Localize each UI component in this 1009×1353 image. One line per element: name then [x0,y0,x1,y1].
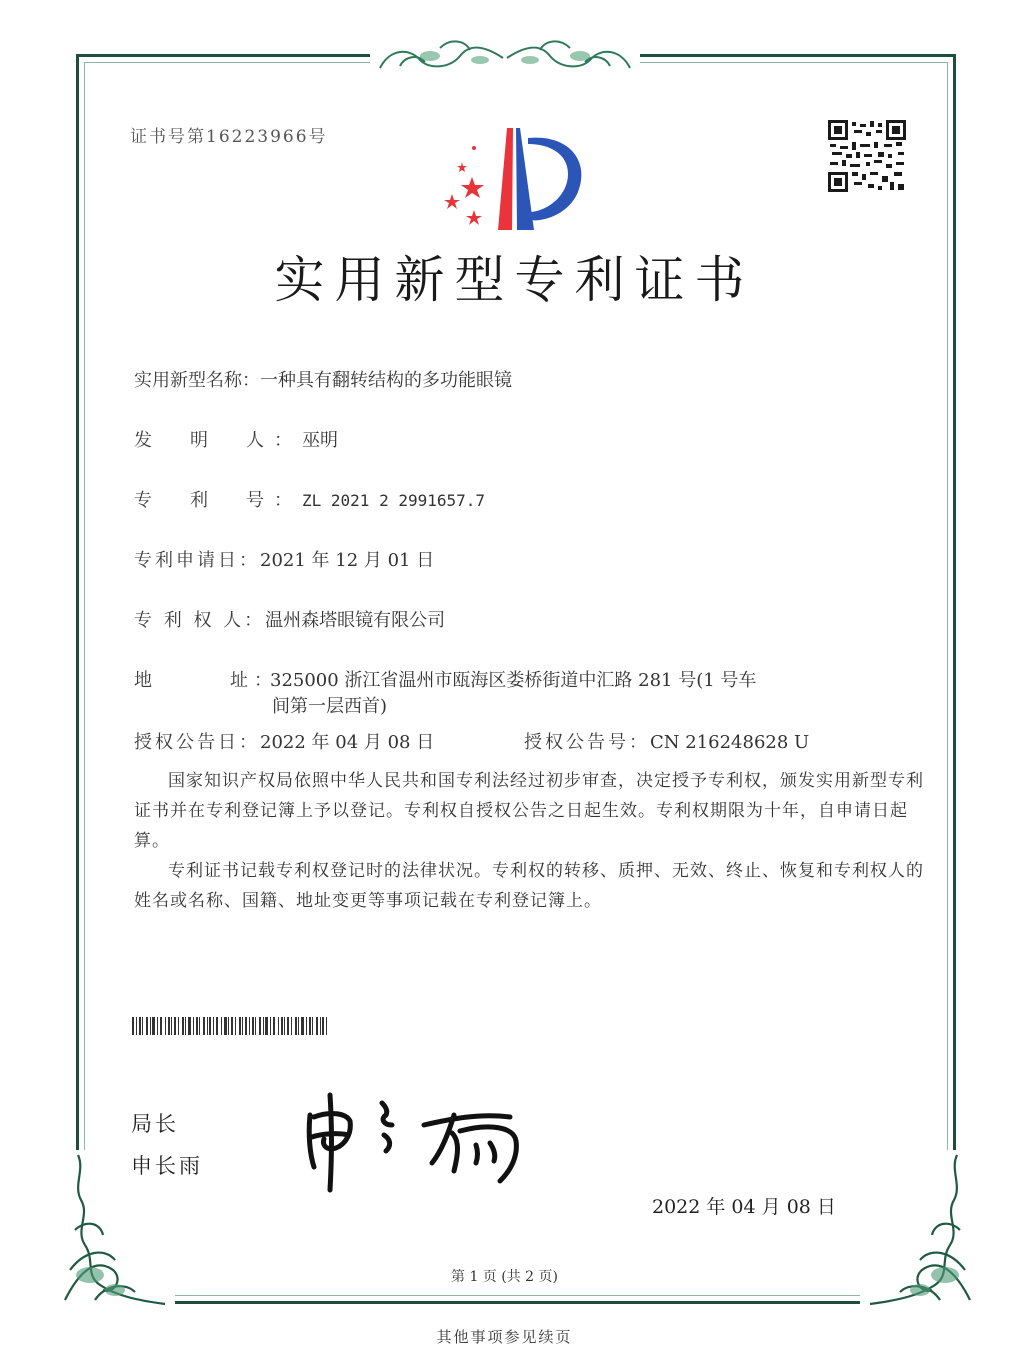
field-value: 温州森塔眼镜有限公司 [265,610,446,631]
continuation-note: 其他事项参见续页 [436,1328,573,1346]
field-label: 发 明 人： [134,430,302,451]
field-grant-number [524,728,809,754]
field-label: 授权公告号： [524,732,650,753]
field-value: 2021 年 12 月 01 日 [260,550,435,571]
field-value: CN 216248628 U [650,732,810,753]
field-label: 地 址： [134,670,278,691]
certificate-title: 实用新型专利证书 [274,251,755,309]
field-label: 专利申请日： [134,550,260,571]
field-label: 专 利 号： [134,490,302,511]
issue-date: 2022 年 04 月 08 日 [652,1196,836,1218]
field-value: 一种具有翻转结构的多功能眼镜 [260,370,512,391]
field-value-line1: 325000 浙江省温州市瓯海区娄桥街道中汇路 281 号(1 号车 [270,670,757,691]
bottom-right-ornament-icon [860,1150,980,1320]
qr-code-icon [828,120,906,192]
field-inventor [134,426,338,452]
field-address [134,666,756,692]
top-ornament-icon [370,28,640,78]
cnipa-logo-icon [440,122,590,232]
page-indicator: 第 1 页 (共 2 页) [451,1269,558,1285]
signatory-title: 局长 [131,1112,179,1136]
field-grant-date [134,728,434,754]
field-patentee [134,606,445,632]
field-value: 巫明 [302,430,338,451]
signatory-name: 申长雨 [131,1154,203,1178]
barcode-icon [132,1017,402,1035]
field-utility-model-name [134,366,512,392]
signature-icon [300,1085,540,1195]
field-label: 实用新型名称： [134,370,260,391]
field-value: 2022 年 04 月 08 日 [260,732,435,753]
field-address-line2: 间第一层西首) [272,696,388,717]
legal-paragraph-2: 专利证书记载专利权登记时的法律状况。专利权的转移、质押、无效、终止、恢复和专利权人的姓名或名称、国籍、地址变更等事项记载在专利登记簿上。 [134,861,924,911]
field-label: 授权公告日： [134,732,260,753]
field-filing-date [134,546,434,572]
legal-paragraph-1: 国家知识产权局依照中华人民共和国专利法经过初步审查，决定授予专利权，颁发实用新型专利证书并在专利登记簿上予以登记。专利权自授权公告之日起生效。专利权期限为十年，自申请日起算。 [134,771,924,851]
field-patent-number [134,486,485,512]
field-label: 专 利 权 人： [134,610,266,631]
field-value: ZL 2021 2 2991657.7 [302,491,486,510]
certificate-number: 证书号第16223966号 [130,127,328,147]
